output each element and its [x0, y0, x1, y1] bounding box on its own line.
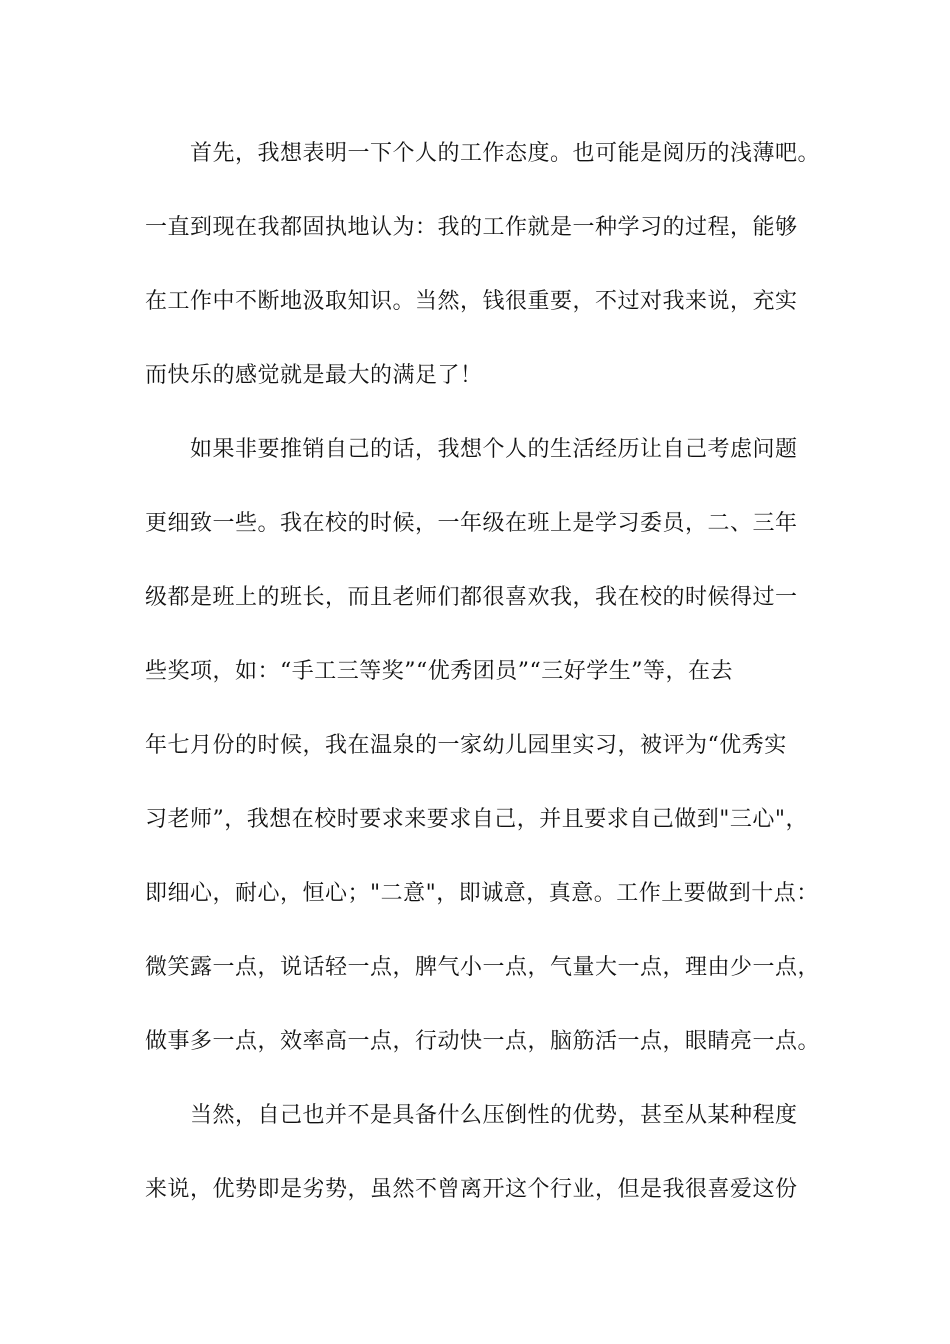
paragraph-2-line-2: 更细致一些。我在校的时候，一年级在班上是学习委员，二、三年 [145, 511, 798, 536]
paragraph-2-line-7: 即细心，耐心，恒心；"二意"，即诚意，真意。工作上要做到十点： [145, 881, 819, 906]
paragraph-2-line-8: 微笑露一点，说话轻一点，脾气小一点，气量大一点，理由少一点， [145, 955, 821, 980]
paragraph-2-line-6: 习老师”，我想在校时要求来要求自己，并且要求自己做到"三心"， [145, 807, 808, 832]
paragraph-2-line-5: 年七月份的时候，我在温泉的一家幼儿园里实习，被评为“优秀实 [145, 733, 787, 758]
paragraph-2-line-1: 如果非要推销自己的话，我想个人的生活经历让自己考虑问题 [190, 437, 798, 462]
paragraph-1-line-1: 首先，我想表明一下个人的工作态度。也可能是阅历的浅薄吧。 [190, 141, 821, 166]
paragraph-2-line-4: 些奖项，如：“手工三等奖”“优秀团员”“三好学生”等，在去 [145, 659, 733, 684]
paragraph-1-line-2: 一直到现在我都固执地认为：我的工作就是一种学习的过程，能够 [145, 215, 798, 240]
paragraph-2-line-9: 做事多一点，效率高一点，行动快一点，脑筋活一点，眼睛亮一点。 [145, 1029, 821, 1054]
paragraph-2-line-3: 级都是班上的班长，而且老师们都很喜欢我，我在校的时候得过一 [145, 585, 798, 610]
paragraph-3-line-1: 当然，自己也并不是具备什么压倒性的优势，甚至从某种程度 [190, 1103, 798, 1128]
paragraph-3-line-2: 来说，优势即是劣势，虽然不曾离开这个行业，但是我很喜爱这份 [145, 1177, 798, 1202]
document-body [145, 117, 825, 1227]
paragraph-1-line-3: 在工作中不断地汲取知识。当然，钱很重要，不过对我来说，充实 [145, 289, 798, 314]
paragraph-1-line-4: 而快乐的感觉就是最大的满足了！ [145, 363, 483, 388]
